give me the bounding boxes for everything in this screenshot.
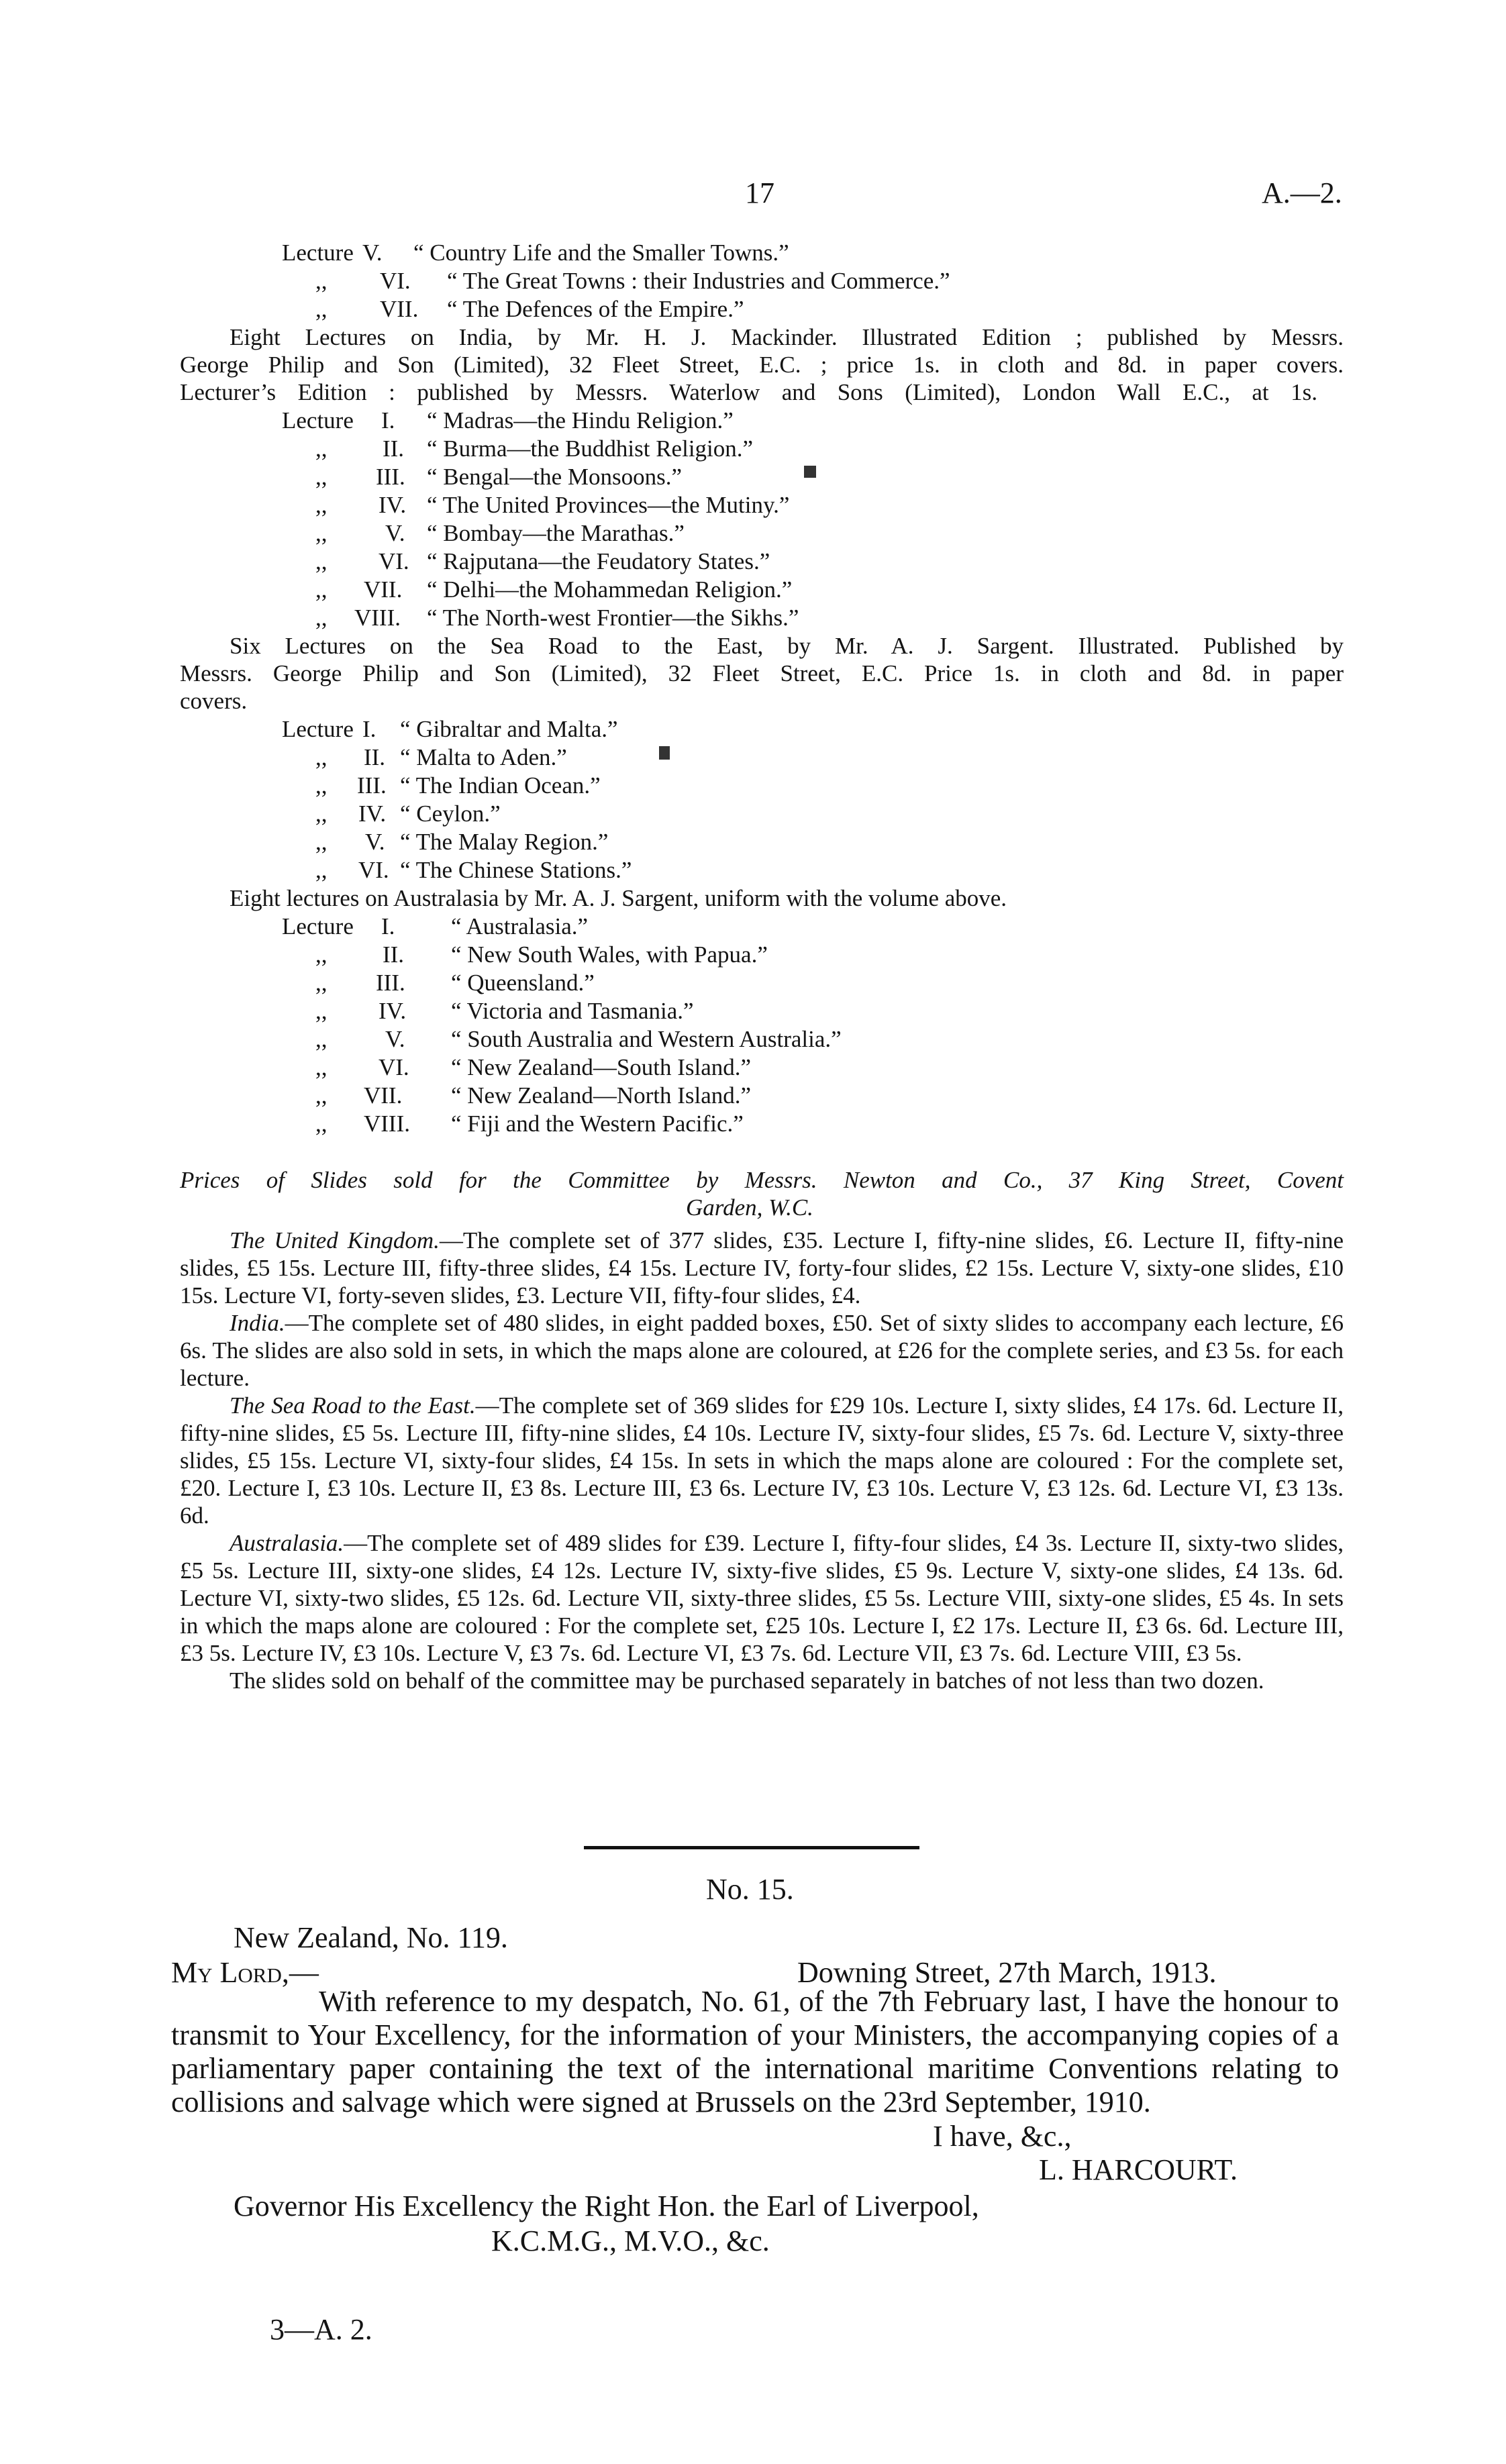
lecture-title: “ New South Wales, with Papua.” [451,941,768,968]
lecture-numeral: VI. [379,1054,409,1080]
lecture-title: “ Madras—the Hindu Religion.” [427,407,734,433]
lecture-numeral: VI. [358,857,389,883]
lecture-title: “ Burma—the Buddhist Religion.” [427,435,754,462]
lecture-title: “ The Chinese Stations.” [400,857,632,883]
india-intro-line: Eight Lectures on India, by Mr. H. J. Mackinder. Illustrated Edition ; published by Messrs. [230,324,1344,350]
scan-mark [804,466,816,478]
lecture-prefix: ,, [315,268,328,294]
lecture-title: “ Australasia.” [451,913,589,939]
lecture-prefix: ,, [315,829,328,855]
lecture-prefix: ,, [315,857,328,883]
salutation: My Lord,— [171,1956,319,1989]
lecture-numeral: I. [381,913,395,939]
lecture-prefix: ,, [315,1111,328,1137]
lecture-numeral: VII. [364,1082,403,1109]
india-intro-line: Lecturer’s Edition : published by Messrs. Waterlow and Sons (Limited), London Wall E.C., at 1s. [180,379,1317,405]
document-code: A.—2. [1262,176,1342,209]
lecture-prefix: Lecture [282,240,354,266]
lecture-title: “ The United Provinces—the Mutiny.” [427,492,790,518]
price-paragraph-uk [180,1227,1344,1309]
india-text: —The complete set of 480 slides, in eight padded boxes, £50. Set of sixty slides to accompany each lecture, £6 6s. The slides are also sold in sets, in which the maps alone are coloured, at £26 for the complete series, and £3 5s. for each lecture. [180,1310,1344,1391]
lecture-numeral: V. [385,1026,405,1052]
lecture-numeral: II. [383,435,405,462]
prices-heading: Prices of Slides sold for the Committee by Messrs. Newton and Co., 37 King Street, Covent [180,1167,1344,1193]
sea-road-intro-line: covers. [180,688,248,714]
despatch-number: No. 15. [706,1873,794,1906]
lecture-prefix: ,, [315,492,328,518]
despatch-body: With reference to my despatch, No. 61, of the 7th February last, I have the honour to transmit to Your Excellency, for the information of your Ministers, the accompanying copies of a parliamentary paper containing the text of the international maritime Conventions relating to collisions and salvage which were signed at Brussels on the 23rd September, 1910. [171,1985,1339,2118]
lecture-title: “ Country Life and the Smaller Towns.” [413,240,789,266]
lecture-numeral: II. [383,941,405,968]
scan-mark [659,746,670,760]
signature: L. HARCOURT. [1039,2153,1238,2186]
lecture-prefix: Lecture [282,407,354,433]
lecture-numeral: IV. [379,492,407,518]
lecture-numeral: II. [364,744,386,770]
lecture-title: “ Malta to Aden.” [400,744,567,770]
lecture-numeral: V. [385,520,405,546]
price-paragraph-sea-road [180,1392,1344,1529]
lecture-prefix: ,, [315,464,328,490]
uk-label: The United Kingdom. [230,1227,440,1253]
lecture-title: “ Bombay—the Marathas.” [427,520,685,546]
lecture-title: “ New Zealand—South Island.” [451,1054,752,1080]
australasia-label: Australasia. [230,1530,344,1556]
lecture-title: “ Bengal—the Monsoons.” [427,464,683,490]
lecture-title: “ Gibraltar and Malta.” [400,716,618,742]
lecture-numeral: III. [376,464,405,490]
lecture-title: “ Victoria and Tasmania.” [451,998,694,1024]
lecture-numeral: III. [357,772,387,799]
india-label: India. [230,1310,285,1336]
despatch-reference: New Zealand, No. 119. [234,1921,508,1954]
prices-section [180,1227,1344,1694]
lecture-numeral: V. [362,240,383,266]
lecture-numeral: VII. [380,296,419,322]
price-closing: The slides sold on behalf of the committee may be purchased separately in batches of not less than two dozen. [230,1667,1264,1694]
lecture-title: “ New Zealand—North Island.” [451,1082,752,1109]
lecture-numeral: VIII. [354,605,401,631]
lecture-numeral: I. [381,407,395,433]
lecture-prefix: ,, [315,548,328,574]
section-divider [584,1846,919,1849]
lecture-title: “ Fiji and the Western Pacific.” [451,1111,744,1137]
australasia-text: —The complete set of 489 slides for £39. Lecture I, fifty-four slides, £4 3s. Lecture II, sixty-two slides, £5 5s. Lecture III, sixty-one slides, £4 12s. Lecture IV, sixty-five slides, £5 9s. Lecture V, sixty-one slides, £4 13s. 6d. Lecture VI, sixty-two slides, £5 12s. 6d. Lecture VII, sixty-three slides, £5 5s. Lecture VIII, sixty-one slides, £5 4s. In sets in which the maps alone are coloured : For the complete set, £25 10s. Lecture I, £2 17s. Lecture II, £3 6s. 6d. Lecture III, £3 5s. Lecture IV, £3 10s. Lecture V, £3 7s. 6d. Lecture VI, £3 7s. 6d. Lecture VII, £3 7s. 6d. Lecture VIII, £3 5s. [180,1530,1344,1666]
sea-road-intro-line: Six Lectures on the Sea Road to the East, by Mr. A. J. Sargent. Illustrated. Published by [230,633,1344,659]
addressee-line: Governor His Excellency the Right Hon. the Earl of Liverpool, [234,2190,979,2222]
despatch-closing: I have, &c., [933,2120,1072,2153]
sea-road-intro-line: Messrs. George Philip and Son (Limited), 32 Fleet Street, E.C. Price 1s. in cloth and 8d. in paper [180,660,1344,686]
price-paragraph-australasia [180,1529,1344,1667]
australasia-intro: Eight lectures on Australasia by Mr. A. J. Sargent, uniform with the volume above. [230,885,1007,911]
lecture-numeral: VI. [379,548,409,574]
lecture-prefix: ,, [315,435,328,462]
addressee-honours: K.C.M.G., M.V.O., &c. [491,2224,770,2257]
uk-text: —The complete set of 377 slides, £35. Lecture I, fifty-nine slides, £6. Lecture II, fifty-nine slides, £5 15s. Lecture III, fifty-three slides, £4 15s. Lecture IV, forty-four slides, £2 15s. Lecture V, sixty-one slides, £10 15s. Lecture VI, forty-seven slides, £3. Lecture VII, fifty-four slides, £4. [180,1227,1344,1308]
lecture-title: “ South Australia and Western Australia.” [451,1026,842,1052]
lecture-prefix: ,, [315,605,328,631]
lecture-numeral: VIII. [364,1111,410,1137]
place-date: Downing Street, 27th March, 1913. [797,1956,1217,1989]
lecture-numeral: VII. [364,576,403,603]
lecture-title: “ Delhi—the Mohammedan Religion.” [427,576,793,603]
lecture-title: “ The North-west Frontier—the Sikhs.” [427,605,799,631]
lecture-title: “ The Great Towns : their Industries and Commerce.” [447,268,950,294]
lecture-numeral: VI. [380,268,411,294]
lecture-prefix: ,, [315,296,328,322]
page-number: 17 [745,176,774,209]
lecture-prefix: ,, [315,520,328,546]
lecture-prefix: ,, [315,941,328,968]
lecture-prefix: ,, [315,576,328,603]
lecture-numeral: III. [376,970,405,996]
lecture-prefix: ,, [315,801,328,827]
prices-heading-line2: Garden, W.C. [686,1194,813,1221]
sea-road-text: —The complete set of 369 slides for £29 10s. Lecture I, sixty slides, £4 17s. 6d. Lecture II, fifty-nine slides, £5 5s. Lecture III, fifty-nine slides, £4 10s. Lecture IV, sixty-four slides, £5 7s. 6d. Lecture V, sixty-three slides, £5 15s. Lecture VI, sixty-four slides, £4 15s. In sets in which the maps alone are coloured : For the complete set, £20. Lecture I, £3 10s. Lecture II, £3 8s. Lecture III, £3 6s. Lecture IV, £3 10s. Lecture V, £3 12s. 6d. Lecture VI, £3 13s. 6d. [180,1392,1344,1529]
sea-road-label: The Sea Road to the East. [230,1392,476,1419]
india-intro-line: George Philip and Son (Limited), 32 Fleet Street, E.C. ; price 1s. in cloth and 8d. in paper covers. [180,352,1344,378]
lecture-title: “ The Indian Ocean.” [400,772,601,799]
lecture-title: “ Queensland.” [451,970,595,996]
lecture-prefix: ,, [315,970,328,996]
lecture-numeral: I. [362,716,376,742]
lecture-prefix: ,, [315,772,328,799]
lecture-prefix: ,, [315,1082,328,1109]
price-paragraph-india [180,1309,1344,1392]
lecture-numeral: V. [365,829,385,855]
lecture-prefix: ,, [315,998,328,1024]
lecture-numeral: IV. [379,998,407,1024]
lecture-prefix: Lecture [282,913,354,939]
lecture-title: “ Rajputana—the Feudatory States.” [427,548,770,574]
lecture-prefix: ,, [315,1026,328,1052]
lecture-prefix: ,, [315,1054,328,1080]
lecture-title: “ Ceylon.” [400,801,501,827]
footer-signature: 3—A. 2. [270,2313,372,2346]
lecture-title: “ The Malay Region.” [400,829,609,855]
lecture-prefix: Lecture [282,716,354,742]
lecture-prefix: ,, [315,744,328,770]
lecture-title: “ The Defences of the Empire.” [447,296,744,322]
lecture-numeral: IV. [358,801,387,827]
